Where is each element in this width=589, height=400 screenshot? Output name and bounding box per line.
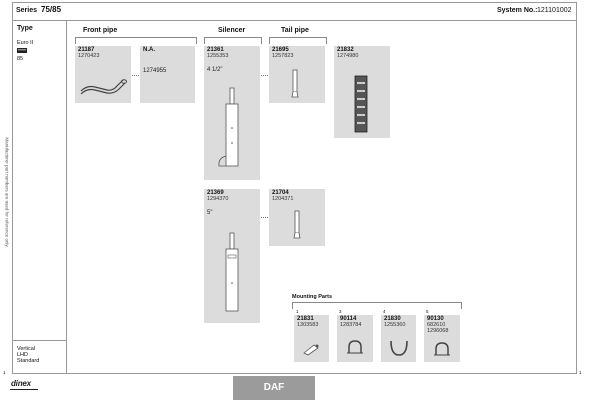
tail-pipe-bracket xyxy=(269,37,327,44)
brand-tab: DAF xyxy=(233,376,315,400)
config-vertical: Vertical xyxy=(17,346,36,352)
tail-pipe-5in-icon xyxy=(291,211,305,243)
silencer-bracket xyxy=(204,37,262,44)
part-card-21187[interactable]: 21187 1270423 xyxy=(75,46,131,103)
daf-logo-icon xyxy=(17,48,27,53)
section-front-pipe: Front pipe xyxy=(83,27,118,34)
part-card-21704[interactable]: 21704 1204371 xyxy=(269,189,325,246)
mounting-card-21831[interactable]: 21831 1303583 xyxy=(294,315,329,362)
config-lhd: LHD xyxy=(17,352,29,358)
part-card-21832[interactable]: 21832 1274980 xyxy=(334,46,390,138)
u-bolt-icon xyxy=(387,337,411,359)
section-mounting-parts: Mounting Parts xyxy=(292,294,333,300)
clamp-icon xyxy=(302,341,322,357)
tail-pipe-icon xyxy=(289,70,303,102)
page-number-right: 1 xyxy=(579,370,582,375)
mounting-card-90130[interactable]: 90130 682610 1296068 xyxy=(424,315,460,362)
part-card-21369[interactable]: 21369 1294370 5" xyxy=(204,189,260,323)
clamp-ring-icon xyxy=(432,341,452,359)
front-pipe-bracket xyxy=(75,37,197,44)
disclaimer: Manufacturer part numbers are used for reference only. xyxy=(4,137,10,248)
mounting-bracket xyxy=(292,302,462,309)
system-label: System No.: xyxy=(497,7,538,14)
heat-shield-icon xyxy=(352,76,372,134)
mounting-card-21830[interactable]: 21830 1255360 xyxy=(381,315,416,362)
type-label: Type xyxy=(17,25,33,32)
part-card-21361[interactable]: 21361 1255353 4 1/2" xyxy=(204,46,260,180)
section-silencer: Silencer xyxy=(218,27,246,34)
series-label: Series xyxy=(16,7,38,14)
sidebar-divider xyxy=(66,20,67,374)
sidebar-bottom-divider xyxy=(12,340,66,341)
model-number: 85 xyxy=(17,56,24,62)
system-value: 121101002 xyxy=(537,7,572,14)
section-tail-pipe: Tail pipe xyxy=(281,27,309,34)
config-standard: Standard xyxy=(17,358,40,364)
mounting-card-90114[interactable]: 90114 1283784 xyxy=(337,315,373,362)
silencer-icon xyxy=(214,88,250,176)
page-number-left: 1 xyxy=(3,370,6,375)
series-value: 75/85 xyxy=(41,5,62,14)
part-card-21695[interactable]: 21695 1257823 xyxy=(269,46,325,103)
front-pipe-icon xyxy=(77,76,129,96)
dinex-logo: dinex xyxy=(11,379,31,388)
band-clamp-icon xyxy=(345,339,365,357)
part-card-na[interactable]: N.A. 1274955 xyxy=(140,46,195,103)
emission-standard: Euro II xyxy=(17,40,34,46)
header-divider xyxy=(12,20,577,21)
silencer-5in-icon xyxy=(214,233,250,319)
